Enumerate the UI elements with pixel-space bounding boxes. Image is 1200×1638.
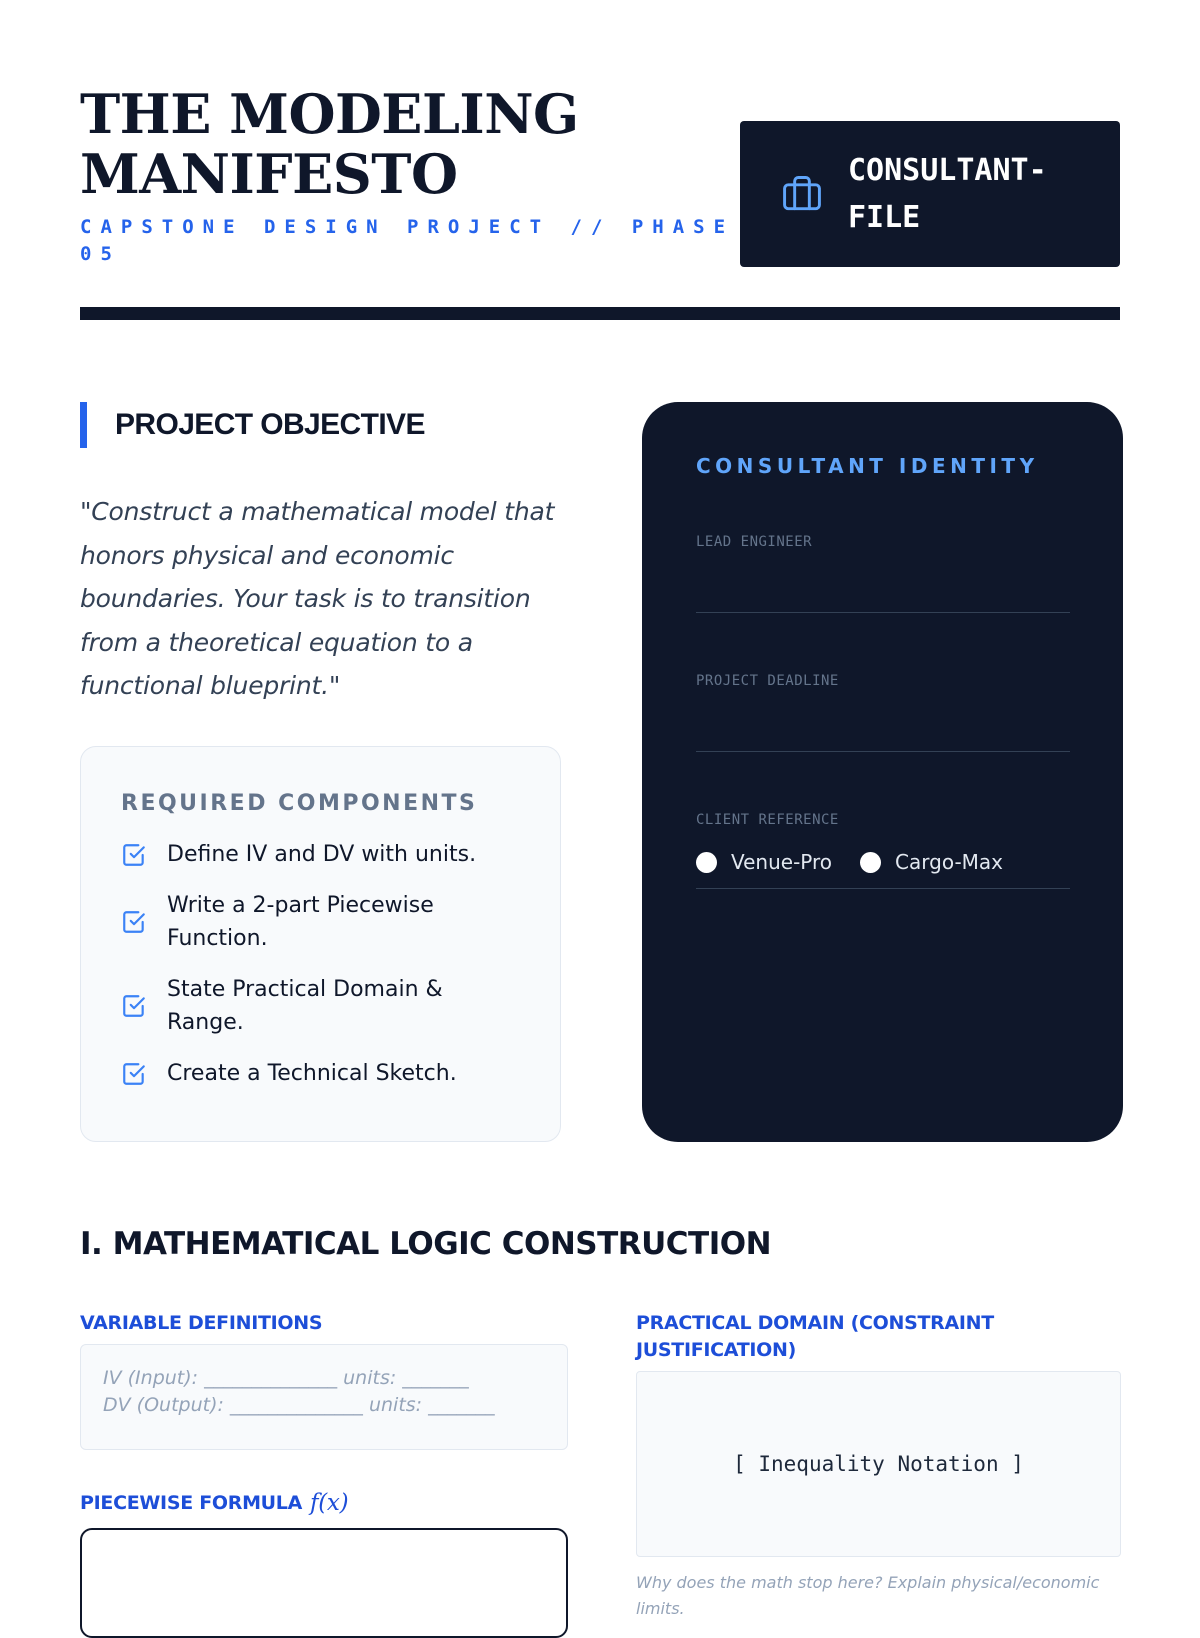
variable-definitions-label: VARIABLE DEFINITIONS xyxy=(80,1312,323,1334)
client-radio-group xyxy=(696,850,1070,889)
objective-heading-text: PROJECT OBJECTIVE xyxy=(115,408,425,441)
project-deadline-input-line[interactable] xyxy=(696,751,1070,752)
checkbox-checked-icon xyxy=(121,993,147,1019)
project-deadline-label: PROJECT DEADLINE xyxy=(696,673,839,689)
required-components-card xyxy=(80,746,561,1142)
badge-label: CONSULTANT-FILE xyxy=(848,153,1047,235)
checkbox-checked-icon xyxy=(121,842,147,868)
radio-circle[interactable] xyxy=(696,852,717,873)
piecewise-formula-label: PIECEWISE FORMULA xyxy=(80,1492,303,1514)
page-subtitle: CAPSTONE DESIGN PROJECT // PHASE 05 xyxy=(80,216,735,265)
consultant-identity-title: CONSULTANT IDENTITY xyxy=(696,454,1039,478)
list-item xyxy=(121,838,520,871)
domain-note: Why does the math stop here? Explain physical/economic limits. xyxy=(636,1573,1100,1618)
list-item-text: Create a Technical Sketch. xyxy=(167,1061,457,1086)
section-title: I. MATHEMATICAL LOGIC CONSTRUCTION xyxy=(80,1226,772,1262)
dv-line: DV (Output): ______________ units: _______ xyxy=(103,1394,495,1416)
checkbox-checked-icon xyxy=(121,909,147,935)
objective-heading xyxy=(80,402,425,448)
consultant-identity-card xyxy=(642,402,1123,1142)
list-item-text: State Practical Domain & Range. xyxy=(167,977,443,1035)
radio-venue-pro[interactable] xyxy=(696,850,832,874)
heading-accent-bar xyxy=(80,402,87,448)
briefcase-icon xyxy=(780,172,824,216)
list-item-text: Write a 2-part Piecewise Function. xyxy=(167,893,434,951)
variable-definitions-box[interactable] xyxy=(80,1344,568,1450)
lead-engineer-field[interactable] xyxy=(696,534,1069,613)
radio-cargo-max[interactable] xyxy=(860,850,1003,874)
function-notation: f(x) xyxy=(310,1490,349,1516)
radio-label: Venue-Pro xyxy=(731,850,833,874)
list-item-text: Define IV and DV with units. xyxy=(167,842,477,867)
list-item xyxy=(121,973,520,1039)
piecewise-formula-input[interactable] xyxy=(80,1528,568,1638)
header-divider xyxy=(80,307,1120,320)
client-reference-field xyxy=(696,812,1069,889)
objective-quote: "Construct a mathematical model that honors physical and economic boundaries. Your task is to transition from a theoretical equation to a functional blueprint." xyxy=(80,497,555,700)
radio-circle[interactable] xyxy=(860,852,881,873)
practical-domain-box[interactable] xyxy=(636,1371,1121,1557)
consultant-file-badge xyxy=(740,121,1120,267)
page-title: THE MODELING MANIFESTO xyxy=(80,82,579,206)
lead-engineer-label: LEAD ENGINEER xyxy=(696,534,813,550)
checkbox-checked-icon xyxy=(121,1061,147,1087)
inequality-placeholder: [ Inequality Notation ] xyxy=(733,1452,1024,1476)
list-item xyxy=(121,889,520,955)
required-components-title: REQUIRED COMPONENTS xyxy=(121,791,478,816)
header xyxy=(80,84,1120,322)
practical-domain-label: PRACTICAL DOMAIN (CONSTRAINT JUSTIFICATION) xyxy=(636,1312,994,1361)
lead-engineer-input-line[interactable] xyxy=(696,612,1070,613)
iv-line: IV (Input): ______________ units: _______ xyxy=(103,1367,469,1389)
radio-label: Cargo-Max xyxy=(895,850,1004,874)
piecewise-formula-heading xyxy=(80,1490,348,1517)
list-item xyxy=(121,1057,520,1090)
client-reference-label: CLIENT REFERENCE xyxy=(696,812,839,828)
project-deadline-field[interactable] xyxy=(696,673,1069,752)
